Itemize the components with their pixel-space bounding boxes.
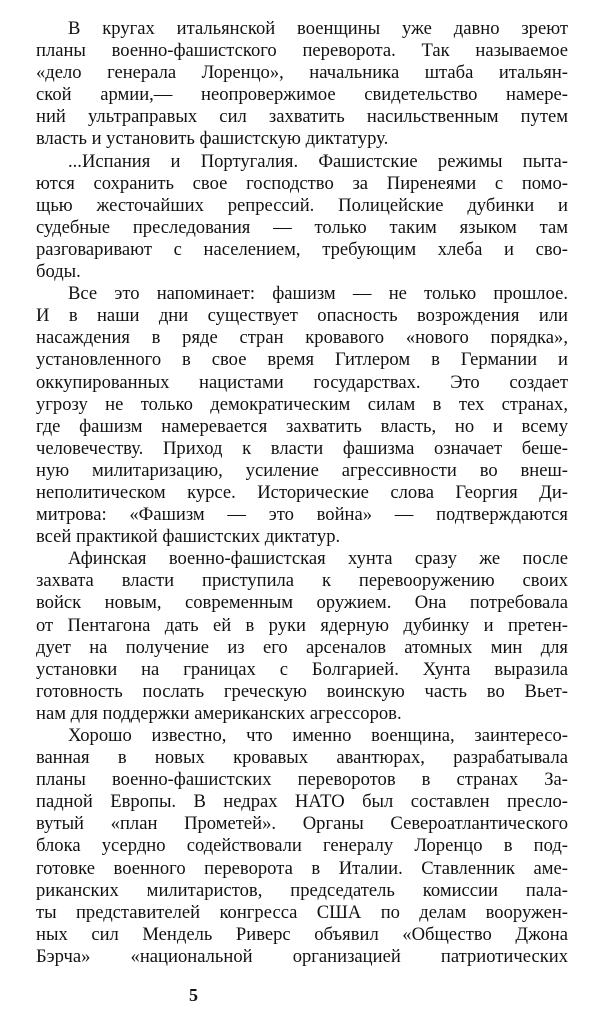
text-line: щью жесточайших репрессий. Полицейские дубинки и	[36, 194, 568, 216]
paragraph	[36, 151, 568, 284]
text-line: ную милитаризацию, усиление агрессивности во внеш-	[36, 459, 568, 481]
text-line: Хорошо известно, что именно военщина, заинтересо-	[68, 725, 568, 746]
text-line: планы военно-фашистских переворотов в странах За-	[36, 769, 568, 791]
text-line: установленного в свое время Гитлером в Германии и	[36, 349, 568, 371]
text-line: готовность послать греческую воинскую часть во Вьет-	[36, 680, 568, 702]
paragraph	[36, 548, 568, 725]
text-line: «дело генерала Лоренцо», начальника штаба итальян-	[36, 62, 568, 84]
paragraph	[36, 18, 568, 151]
text-line: боды.	[36, 261, 81, 283]
paragraph	[36, 725, 568, 968]
text-line: всей практикой фашистских диктатур.	[36, 526, 341, 548]
text-line: ются сохранить свое господство за Пиренеями с помо-	[36, 172, 568, 194]
paragraph	[36, 283, 568, 548]
text-line: установки на границах с Болгарией. Хунта выразила	[36, 658, 568, 680]
text-line: угрозу не только демократическим силам в тех странах,	[36, 393, 568, 415]
text-line: Бэрча» «национальной организацией патриотических	[36, 945, 568, 967]
text-line: неполитическом курсе. Исторические слова Георгия Ди-	[36, 481, 568, 503]
text-line: ний ультраправых сил захватить насильственным путем	[36, 106, 568, 128]
text-line: дует на получение из его арсеналов атомных мин для	[36, 636, 568, 658]
text-line: нам для поддержки американских агрессоров.	[36, 702, 402, 724]
text-line: вутый «план Прометей». Органы Североатлантического	[36, 813, 568, 835]
text-line: захвата власти приступила к перевооружению своих	[36, 570, 568, 592]
page-number: 5	[189, 985, 198, 1006]
text-line: ты представителей конгресса США по делам вооружен-	[36, 901, 568, 923]
text-line: И в наши дни существует опасность возрождения или	[36, 305, 568, 327]
text-line: Афинская военно-фашистская хунта сразу же после	[68, 548, 568, 570]
text-line: оккупированных нацистами государствах. Это создает	[36, 371, 568, 393]
text-line: судебные преследования — только таким языком там	[36, 216, 568, 238]
text-line: ванная в новых кровавых авантюрах, разрабатывала	[36, 747, 568, 769]
text-line: разговаривают с населением, требующим хлеба и сво-	[36, 238, 568, 260]
text-line: насаждения в ряде стран кровавого «нового порядка»,	[36, 327, 568, 349]
text-line: планы военно-фашистского переворота. Так называемое	[36, 40, 568, 62]
text-line: где фашизм намеревается захватить власть, но и всему	[36, 415, 568, 437]
text-line: митрова: «Фашизм — это война» — подтверждаются	[36, 504, 568, 526]
text-line: войск новым, современным оружием. Она потребовала	[36, 592, 568, 614]
text-line: падной Европы. В недрах НАТО был составлен пресло-	[36, 791, 568, 813]
text-line: риканских милитаристов, председатель комиссии пала-	[36, 879, 568, 901]
text-line: готовке военного переворота в Италии. Ставленник аме-	[36, 857, 568, 879]
text-line: Все это напоминает: фашизм — не только прошлое.	[68, 283, 568, 305]
text-line: от Пентагона дать ей в руки ядерную дубинку и претен-	[36, 614, 568, 636]
text-line: ской армии,— неопровержимое свидетельство намере-	[36, 84, 568, 106]
text-line: ных сил Мендель Риверс объявил «Общество Джона	[36, 923, 568, 945]
text-line: блока усердно содействовали генералу Лоренцо в под-	[36, 835, 568, 857]
text-line: человечеству. Приход к власти фашизма означает беше-	[36, 437, 568, 459]
text-line: В кругах итальянской военщины уже давно зреют	[68, 18, 568, 39]
text-line: власть и установить фашистскую диктатуру.	[36, 128, 389, 150]
page-body	[36, 0, 568, 968]
text-line: ...Испания и Португалия. Фашистские режимы пыта-	[68, 150, 568, 172]
